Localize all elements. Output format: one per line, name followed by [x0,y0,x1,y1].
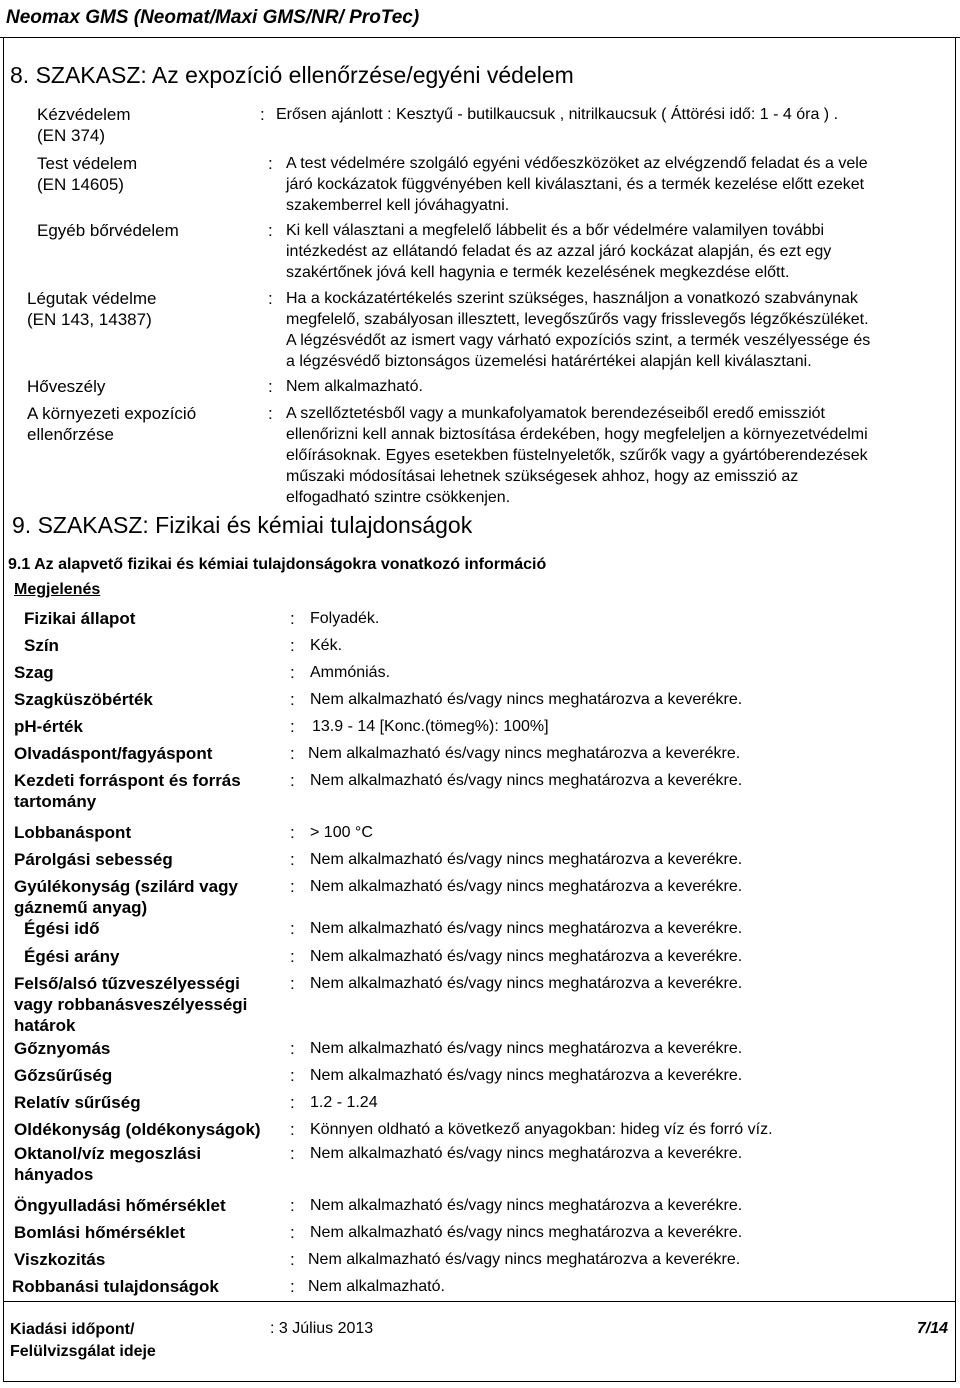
value-ph: 13.9 - 14 [Konc.(tömeg%): 100%] [312,718,549,735]
label-thermal-hazard: Hőveszély [27,377,106,396]
colon: : [290,1223,295,1242]
value-color: Kék. [310,637,343,654]
colon: : [290,609,295,628]
colon: : [290,877,295,896]
colon: : [268,289,273,308]
value-other-skin-1: Ki kell választani a megfelelő lábbelit és a bőr védelmére valamilyen további [286,222,825,239]
value-flammability: Nem alkalmazható és/vagy nincs meghatározva a keverékre. [310,878,743,895]
colon: : [290,771,295,790]
label-explosive-limits-2: vagy robbanásveszélyességi [14,995,248,1014]
label-boiling-point-2: tartomány [14,792,97,811]
value-explosive-limits: Nem alkalmazható és/vagy nincs meghatározva a keverékre. [310,975,743,992]
document-header [0,0,960,38]
colon: : [290,1277,295,1296]
value-burning-time: Nem alkalmazható és/vagy nincs meghatározva a keverékre. [310,920,743,937]
value-physical-state: Folyadék. [310,610,380,627]
label-body-protection-std: (EN 14605) [37,175,124,194]
value-respiratory-3: A légzésvédőt az ismert vagy várható expozíciós szint, a termék veszélyessége és [286,332,871,349]
value-explosive-properties: Nem alkalmazható. [308,1278,445,1295]
value-respiratory-1: Ha a kockázatértékelés szerint szükséges, használjon a vonatkozó szabványnak [286,290,858,307]
label-body-protection: Test védelem [37,154,138,173]
appearance-heading: Megjelenés [14,581,101,598]
section-9-title: 9. SZAKASZ: Fizikai és kémiai tulajdonságok [12,512,473,538]
colon: : [290,1120,295,1139]
colon: : [290,974,295,993]
value-viscosity: Nem alkalmazható és/vagy nincs meghatározva a keverékre. [308,1251,741,1268]
label-hand-protection-std: (EN 374) [37,126,106,145]
footer-divider [3,1301,956,1302]
label-vapor-pressure: Gőznyomás [14,1039,111,1058]
label-hand-protection: Kézvédelem [37,105,131,124]
label-decomposition: Bomlási hőmérséklet [14,1223,186,1242]
colon: : [290,1039,295,1058]
value-relative-density: 1.2 - 1.24 [310,1094,378,1111]
label-autoignition: Öngyulladási hőmérséklet [14,1196,226,1215]
value-partition-coefficient: Nem alkalmazható és/vagy nincs meghatározva a keverékre. [310,1145,743,1162]
colon: : [290,1196,295,1215]
value-body-protection-2: járó kockázatok függvényében kell kiválasztani, és a termék kezelése előtt ezeket [286,176,865,193]
section-8-title: 8. SZAKASZ: Az expozíció ellenőrzése/egyéni védelem [10,62,574,88]
colon: : [268,377,273,396]
colon: : [290,744,295,763]
label-ph: pH-érték [14,717,83,736]
value-other-skin-2: intézkedést az ellátandó feladat és az azzal járó kockázat alapján, és ezt egy [286,243,832,260]
label-respiratory: Légutak védelme [27,289,157,308]
value-flash-point: > 100 °C [310,824,373,841]
label-respiratory-std: (EN 143, 14387) [27,310,152,329]
footer-revision-label: Felülvizsgálat ideje [10,1343,156,1360]
colon: : [290,717,295,736]
colon: : [290,690,295,709]
value-vapor-pressure: Nem alkalmazható és/vagy nincs meghatározva a keverékre. [310,1040,743,1057]
label-flash-point: Lobbanáspont [14,823,132,842]
footer-issue-label: Kiadási időpont/ [10,1321,135,1338]
value-respiratory-2: megfelelő, szabályosan illesztett, levegőszűrős vagy frisslevegős légzőkészüléket. [286,311,869,328]
colon: : [290,1144,295,1163]
label-burning-time: Égési idő [24,919,100,938]
value-burning-rate: Nem alkalmazható és/vagy nincs meghatározva a keverékre. [310,948,743,965]
colon: : [268,221,273,240]
value-odor-threshold: Nem alkalmazható és/vagy nincs meghatározva a keverékre. [310,691,743,708]
value-melting-point: Nem alkalmazható és/vagy nincs meghatározva a keverékre. [308,745,741,762]
document-title: Neomax GMS (Neomat/Maxi GMS/NR/ ProTec) [6,7,420,28]
colon: : [268,154,273,173]
value-thermal-hazard: Nem alkalmazható. [286,378,423,395]
label-flammability-2: gáznemű anyag) [14,898,148,917]
colon: : [268,404,273,423]
label-odor: Szag [14,663,54,682]
label-odor-threshold: Szagküszöbérték [14,690,153,709]
label-color: Szín [24,636,59,655]
label-environmental-exposure-2: ellenőrzése [27,425,114,444]
footer-date: : 3 Július 2013 [270,1320,374,1337]
label-evaporation-rate: Párolgási sebesség [14,850,173,869]
value-environmental-2: ellenőrizni kell annak biztosítása érdekében, hogy megfeleljen a környezetvédelmi [286,426,868,443]
label-burning-rate: Égési arány [24,947,120,966]
label-boiling-point: Kezdeti forráspont és forrás [14,771,241,790]
label-environmental-exposure: A környezeti expozíció [27,404,197,423]
label-flammability: Gyúlékonyság (szilárd vagy [14,877,238,896]
label-other-skin: Egyéb bőrvédelem [37,221,179,240]
colon: : [290,919,295,938]
value-solubility: Könnyen oldható a következő anyagokban: hideg víz és forró víz. [310,1121,773,1138]
value-respiratory-4: a légzésvédő biztonságos üzemelési határértékei alapján kell kiválasztani. [286,353,812,370]
label-viscosity: Viszkozitás [14,1250,106,1269]
footer-page-number: 7/14 [916,1320,948,1337]
label-vapor-density: Gőzsűrűség [14,1066,113,1085]
value-environmental-3: előírásoknak. Egyes esetekben füstelnyeletők, szűrők vagy a gyártóberendezések [286,447,868,464]
value-body-protection-1: A test védelmére szolgáló egyéni védőeszközöket az elvégzendő feladat és a vele [286,155,868,172]
value-boiling-point: Nem alkalmazható és/vagy nincs meghatározva a keverékre. [310,772,743,789]
colon: : [290,663,295,682]
value-vapor-density: Nem alkalmazható és/vagy nincs meghatározva a keverékre. [310,1067,743,1084]
value-autoignition: Nem alkalmazható és/vagy nincs meghatározva a keverékre. [310,1197,743,1214]
label-solubility: Oldékonyság (oldékonyságok) [14,1120,261,1139]
colon: : [290,1093,295,1112]
section-9-1-subtitle: 9.1 Az alapvető fizikai és kémiai tulajdonságokra vonatkozó információ [8,556,547,573]
label-relative-density: Relatív sűrűség [14,1093,141,1112]
value-evaporation-rate: Nem alkalmazható és/vagy nincs meghatározva a keverékre. [310,851,743,868]
value-odor: Ammóniás. [310,664,391,681]
value-decomposition: Nem alkalmazható és/vagy nincs meghatározva a keverékre. [310,1224,743,1241]
value-environmental-5: elfogadható szintre csökkenjen. [286,489,511,506]
label-partition-coefficient-2: hányados [14,1165,94,1184]
label-melting-point: Olvadáspont/fagyáspont [14,744,213,763]
colon: : [290,636,295,655]
colon: : [290,850,295,869]
value-environmental-1: A szellőztetésből vagy a munkafolyamatok berendezéseiből eredő emissziót [286,405,825,422]
label-physical-state: Fizikai állapot [24,609,136,628]
value-body-protection-3: szakemberrel kell jóváhagyatni. [286,197,510,214]
value-environmental-4: műszaki módosításai lehetnek szükségesek ahhoz, hogy az emisszió az [286,468,799,485]
label-explosive-limits: Felső/alsó tűzveszélyességi [14,974,240,993]
value-other-skin-3: szakértőnek jóvá kell hagynia e termék kezelésének megkezdése előtt. [286,264,790,281]
label-explosive-properties: Robbanási tulajdonságok [12,1277,219,1296]
colon: : [290,947,295,966]
value-hand-protection: Erősen ajánlott : Kesztyű - butilkaucsuk , nitrilkaucsuk ( Áttörési idő: 1 - 4 óra ) . [276,106,839,123]
label-explosive-limits-3: határok [14,1016,76,1035]
colon: : [290,1250,295,1269]
colon: : [290,823,295,842]
label-partition-coefficient: Oktanol/víz megoszlási [14,1144,202,1163]
colon: : [290,1066,295,1085]
colon: : [260,105,265,124]
